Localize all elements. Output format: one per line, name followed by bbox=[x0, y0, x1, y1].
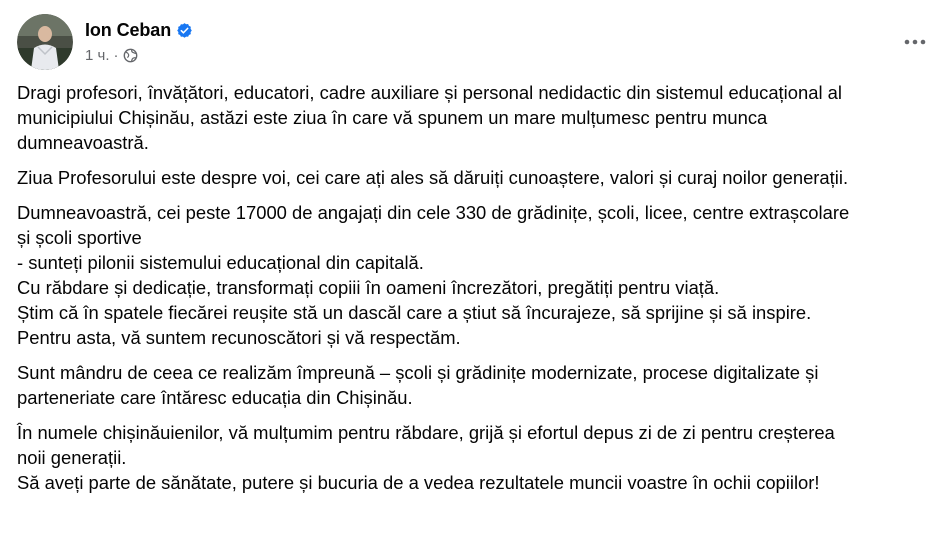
post-text-line: Știm că în spatele fiecărei reușite stă un dascăl care a știut să încurajeze, să sprijine și să inspire. bbox=[17, 302, 812, 323]
verified-badge-icon bbox=[176, 22, 193, 39]
author-block bbox=[85, 18, 193, 65]
post-paragraph bbox=[17, 420, 943, 495]
post-text-line: Dumneavoastră, cei peste 17000 de angajați din cele 330 de grădinițe, școli, licee, centre extrașcolare bbox=[17, 202, 850, 223]
post-text-line: În numele chișinăuienilor, vă mulțumim pentru răbdare, grijă și efortul depus zi de zi pentru creșterea bbox=[17, 422, 835, 443]
post-text-line: Pentru asta, vă suntem recunoscători și vă respectăm. bbox=[17, 327, 461, 348]
meta-separator: · bbox=[113, 46, 119, 64]
post-paragraph bbox=[17, 165, 943, 190]
avatar[interactable] bbox=[17, 14, 73, 70]
post-text-line: Sunt mândru de ceea ce realizăm împreună – școli și grădinițe modernizate, procese digitalizate și bbox=[17, 362, 819, 383]
post-text-line: noii generații. bbox=[17, 447, 127, 468]
post-text bbox=[17, 80, 943, 505]
globe-icon[interactable] bbox=[123, 48, 138, 63]
author-name[interactable]: Ion Ceban bbox=[85, 19, 172, 40]
author-row bbox=[85, 18, 193, 42]
post-meta bbox=[85, 45, 193, 65]
post-timestamp[interactable]: 1 ч. bbox=[85, 46, 110, 64]
post-paragraph bbox=[17, 200, 943, 350]
avatar-photo bbox=[17, 14, 73, 70]
post-text-line: Dragi profesori, învățători, educatori, cadre auxiliare și personal nedidactic din sistemul educațional al bbox=[17, 82, 842, 103]
post-text-line: parteneriate care întăresc educația din Chișinău. bbox=[17, 387, 413, 408]
more-options-button[interactable] bbox=[897, 24, 933, 60]
post-paragraph bbox=[17, 80, 943, 155]
post-text-line: Ziua Profesorului este despre voi, cei care ați ales să dăruiți cunoaștere, valori și curaj noilor generații. bbox=[17, 167, 849, 188]
post-text-line: - sunteți pilonii sistemului educațional din capitală. bbox=[17, 252, 424, 273]
post-text-line: și școli sportive bbox=[17, 227, 142, 248]
post-text-line: dumneavoastră. bbox=[17, 132, 149, 153]
post-text-line: municipiului Chișinău, astăzi este ziua în care vă spunem un mare mulțumesc pentru munca bbox=[17, 107, 768, 128]
post-header bbox=[17, 14, 937, 74]
post-text-line: Cu răbdare și dedicație, transformați copiii în oameni încrezători, pregătiți pentru viață. bbox=[17, 277, 720, 298]
post-text-line: Să aveți parte de sănătate, putere și bucuria de a vedea rezultatele muncii voastre în ochii copiilor! bbox=[17, 472, 820, 493]
more-options-icon bbox=[903, 38, 927, 46]
post-paragraph bbox=[17, 360, 943, 410]
